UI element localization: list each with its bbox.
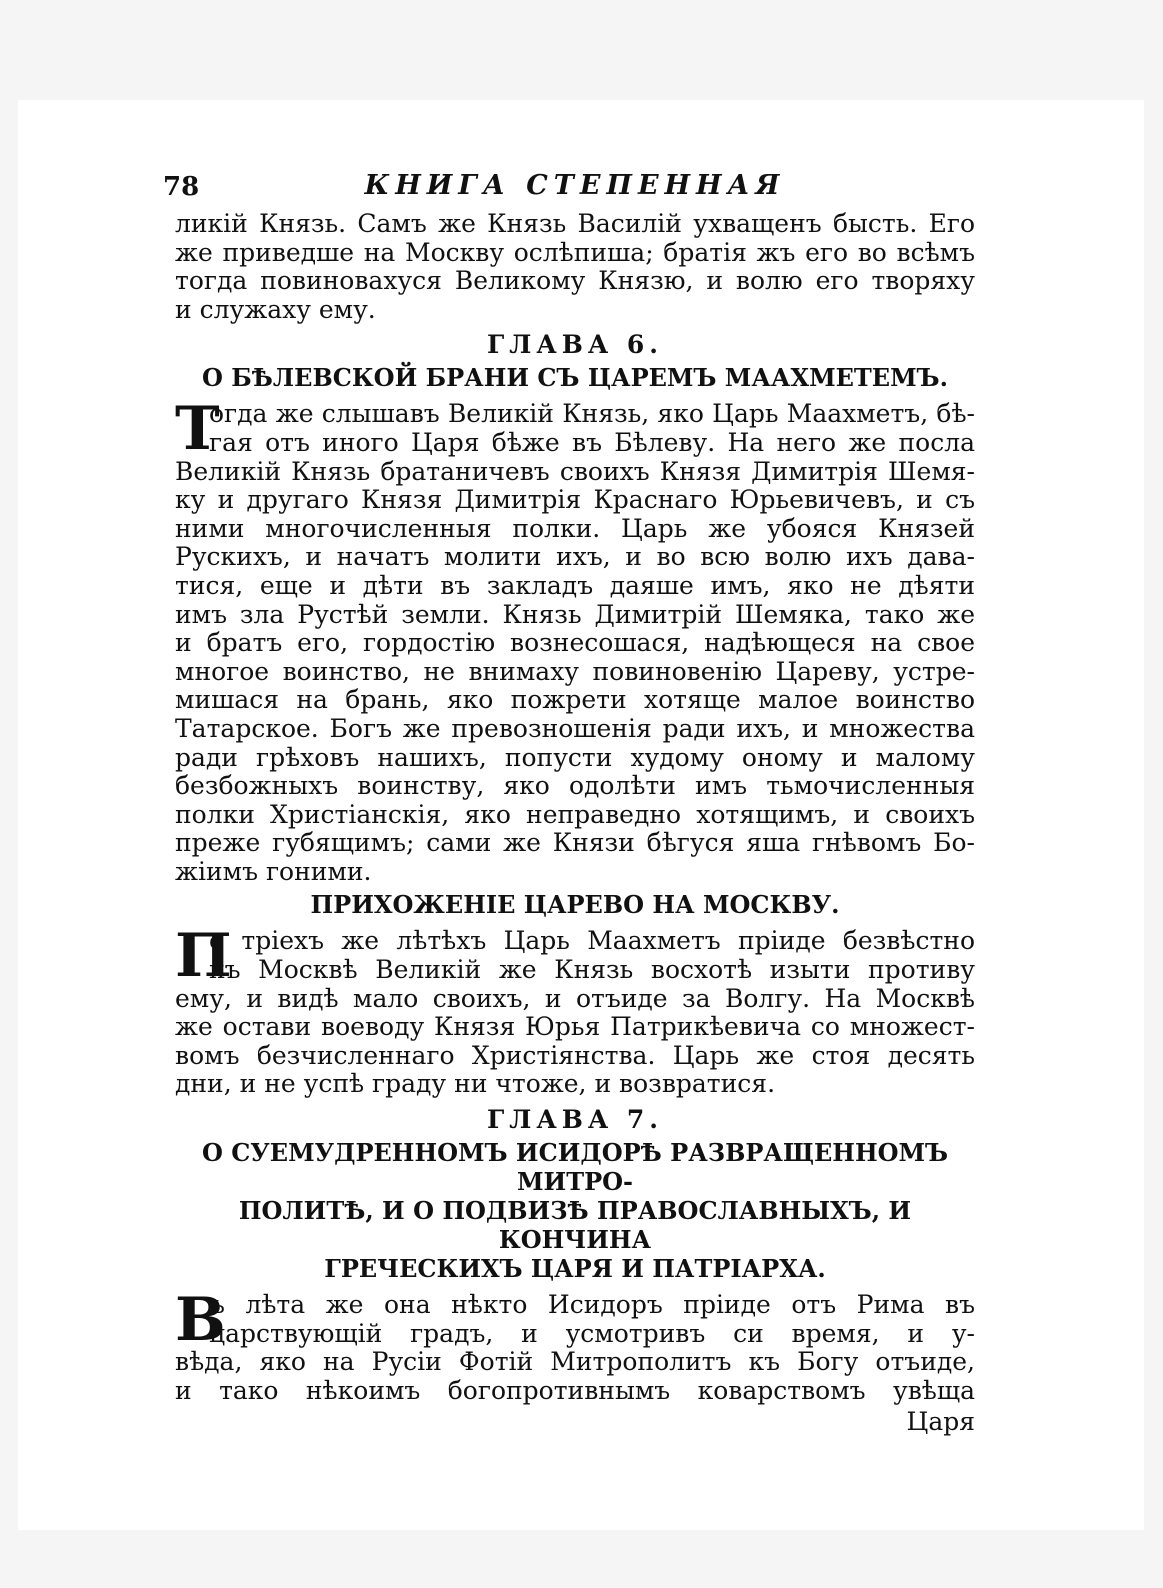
chapter-7-heading: ГЛАВА 7. xyxy=(486,1105,664,1135)
text-line: ъ лѣта же она нѣкто Исидоръ пріиде отъ Рима въ xyxy=(209,1290,975,1320)
page-number: 78 xyxy=(163,172,200,202)
drop-cap: В xyxy=(175,1285,226,1356)
text-line: тогда повиновахуся Великому Князю, и волю его творяху xyxy=(175,266,975,296)
text-line: преже губящимъ; сами же Князи бѣгуся яша гнѣвомъ Бо- xyxy=(175,828,975,858)
chapter-7-paragraph xyxy=(175,1285,975,1356)
chapter-6-heading: ГЛАВА 6. xyxy=(486,330,664,360)
paragraph-body xyxy=(209,927,975,984)
chapter-6-paragraph xyxy=(175,394,975,465)
chapter-6-title: О БѢЛЕВСКОЙ БРАНИ СЪ ЦАРЕМЪ МААХМЕТЕМЪ. xyxy=(202,363,948,393)
text-line: безбожныхъ воинству, яко одолѣти имъ тьмочисленныя xyxy=(175,771,975,801)
text-line: огда же слышавъ Великій Князь, яко Царь Маахметъ, бѣ- xyxy=(209,399,975,429)
text-line: Рускихъ, и начатъ молити ихъ, и во всю волю ихъ дава- xyxy=(175,542,975,572)
text-line: царствующій градъ, и усмотривъ си время, и у- xyxy=(209,1318,975,1348)
text-line: вѣда, яко на Русіи Фотій Митрополитъ къ Богу отъиде, xyxy=(175,1347,975,1377)
text-line: Татарское. Богъ же превозношенія ради ихъ, и множества xyxy=(175,713,975,743)
paragraph-body xyxy=(209,400,975,457)
section-paragraph xyxy=(175,921,975,992)
text-line: жіимъ гоними. xyxy=(175,856,372,886)
text-line: и тако нѣкоимъ богопротивнымъ коварствомъ увѣща xyxy=(175,1375,975,1405)
text-line: гая отъ иного Царя бѣже въ Бѣлеву. На него же посла xyxy=(209,427,975,457)
drop-cap: Т xyxy=(175,394,220,465)
page-content xyxy=(163,170,975,1437)
text-line: многое воинство, не внимаху повиновенію Цареву, устре- xyxy=(175,656,975,686)
title-line: ПОЛИТѢ, И О ПОДВИЗѢ ПРАВОСЛАВНЫХЪ, И КОНЧИНА xyxy=(238,1196,912,1255)
text-line: ради грѣховъ нашихъ, попусти худому оному и малому xyxy=(175,742,975,772)
running-title: КНИГА СТЕПЕННАЯ xyxy=(364,170,786,201)
text-line: вомъ безчисленнаго Христіянства. Царь же стоя десять xyxy=(175,1040,975,1070)
text-line: ку и другаго Князя Димитрія Краснаго Юрьевичевъ, и съ xyxy=(175,485,975,515)
chapter-7-title xyxy=(175,1138,975,1283)
text-line: и служаху ему. xyxy=(175,294,376,324)
title-line: ГРЕЧЕСКИХЪ ЦАРЯ И ПАТРІАРХА. xyxy=(324,1254,826,1284)
chapter-7-text xyxy=(175,1348,975,1405)
title-line: О СУЕМУДРЕННОМЪ ИСИДОРѢ РАЗВРАЩЕННОМЪ МИТРО- xyxy=(201,1138,949,1197)
text-line: о тріехъ же лѣтѣхъ Царь Маахметъ пріиде безвѣстно xyxy=(209,926,975,956)
text-line: Великій Князь братаничевъ своихъ Князя Димитрія Шемя- xyxy=(175,456,975,486)
text-line: ними многочисленныя полки. Царь же убояся Князей xyxy=(175,513,975,543)
drop-cap: П xyxy=(175,921,232,992)
text-line: дни, и не успѣ граду ни чтоже, и возвратися. xyxy=(175,1069,776,1099)
section-title: ПРИХОЖЕНІЕ ЦАРЕВО НА МОСКВУ. xyxy=(310,890,840,920)
chapter-6-text xyxy=(175,458,975,887)
text-line: имъ зла Рустѣй земли. Князь Димитрій Шемяка, тако же xyxy=(175,599,975,629)
text-line: тися, еще и дѣти въ закладъ даяше имъ, яко не дѣяти xyxy=(175,570,975,600)
text-line: ему, и видѣ мало своихъ, и отъиде за Волгу. На Москвѣ xyxy=(175,983,975,1013)
section-text xyxy=(175,985,975,1099)
paragraph-body xyxy=(209,1291,975,1348)
text-line: же остави воеводу Князя Юрья Патрикѣевича со множест- xyxy=(175,1012,975,1042)
text-line: мишася на брань, яко пожрети хотяще малое воинство xyxy=(175,685,975,715)
intro-text xyxy=(175,210,975,324)
catchword: Царя xyxy=(906,1407,975,1437)
text-line: полки Христіанскія, яко неправедно хотящимъ, и своихъ xyxy=(175,799,975,829)
text-line: и братъ его, гордостію вознесошася, надѣющеся на свое xyxy=(175,628,975,658)
page-header xyxy=(163,170,975,210)
text-line: ликій Князь. Самъ же Князь Василій ухващенъ бысть. Его xyxy=(175,209,975,238)
book-page xyxy=(18,100,1144,1530)
text-line: же приведше на Москву ослѣпиша; братія жъ его во всѣмъ xyxy=(175,237,975,267)
text-line: къ Москвѣ Великій же Князь восхотѣ изыти противу xyxy=(209,955,975,985)
